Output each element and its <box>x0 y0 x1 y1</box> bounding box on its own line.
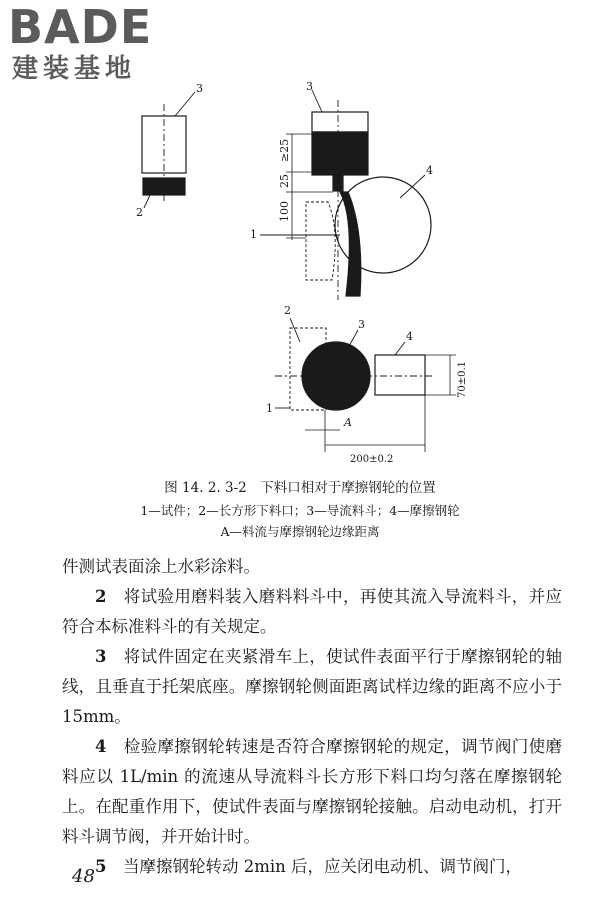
paragraph-4-text: 检验摩擦钢轮转速是否符合摩擦钢轮的规定，调节阀门使磨料应以 1L/min 的流速从导流料斗长方形下料口均匀落在摩擦钢轮上。在配重作用下，使试件表面与摩擦钢轮接触。启动电动机，打开料斗调节阀，并开始计时。 <box>62 737 563 846</box>
label-3-left: 3 <box>196 82 203 95</box>
item-number-4: 4 <box>95 737 107 756</box>
side-view <box>260 90 431 300</box>
dim-70-label: 70±0.1 <box>457 360 468 398</box>
paragraph-2-text: 将试验用磨料装入磨料料斗中，再使其流入导流料斗，并应符合本标准料斗的有关规定。 <box>62 587 563 636</box>
logo-mark: BADE <box>8 0 153 54</box>
leader-3-mid <box>312 90 322 112</box>
plan-view <box>275 318 456 452</box>
figure-caption-note: A—料流与摩擦钢轮边缘距离 <box>220 524 380 539</box>
item-number-2: 2 <box>95 587 107 606</box>
label-4-plan: 4 <box>406 330 413 343</box>
leader-2-plan <box>290 318 300 342</box>
label-4-mid: 4 <box>426 164 433 177</box>
leader-2-left <box>144 195 150 208</box>
figure-caption-title: 图 14. 2. 3-2 下料口相对于摩擦钢轮的位置 <box>164 480 436 496</box>
logo-subtitle: 建装基地 <box>12 54 137 84</box>
abrasive-stream <box>340 192 361 296</box>
dim-200-label: 200±0.2 <box>350 454 394 465</box>
item-number-3: 3 <box>95 647 107 666</box>
dim-25-label: 25 <box>278 174 291 188</box>
label-3-plan: 3 <box>358 318 365 331</box>
detail-left <box>142 92 195 208</box>
paragraph-5-text: 当摩擦钢轮转动 2min 后，应关闭电动机、调节阀门， <box>122 857 523 876</box>
leader-4-mid <box>400 175 425 198</box>
wheel-plan-bar <box>375 355 425 395</box>
paragraph-3-text: 将试件固定在夹紧滑车上，使试件表面平行于摩擦钢轮的轴线，且垂直于托架底座。摩擦钢轮侧面距离试样边缘的距离不应小于 15mm。 <box>62 647 563 726</box>
paragraph-3 <box>62 642 562 732</box>
page-number: 48 <box>72 866 95 887</box>
slot-left <box>143 178 185 195</box>
leader-3-plan <box>348 330 358 348</box>
paragraph-2 <box>62 582 562 642</box>
label-1-plan: 1 <box>266 402 273 415</box>
leader-3-left <box>175 92 195 116</box>
label-3-mid: 3 <box>306 80 313 93</box>
specimen-side <box>306 202 335 280</box>
label-2-plan: 2 <box>284 304 291 317</box>
figure-diagram <box>100 80 520 470</box>
dim-A-label: A <box>344 416 352 429</box>
body-text <box>62 552 562 882</box>
hopper-filled <box>312 132 368 175</box>
hopper-top-outline <box>312 112 368 132</box>
figure-caption-legend: 1—试件；2—长方形下料口；3—导流料斗；4—摩擦钢轮 <box>140 503 460 518</box>
paragraph-4 <box>62 732 562 852</box>
paragraph-1: 件测试表面涂上水彩涂料。 <box>62 557 260 576</box>
label-2-left: 2 <box>136 206 143 219</box>
dim-ge25-label: ≥25 <box>278 138 291 162</box>
paragraph-5 <box>62 852 562 882</box>
dim-100-label: 100 <box>278 201 291 222</box>
leader-4-plan <box>395 342 405 355</box>
item-number-5: 5 <box>95 857 107 876</box>
label-1-mid: 1 <box>250 228 257 241</box>
